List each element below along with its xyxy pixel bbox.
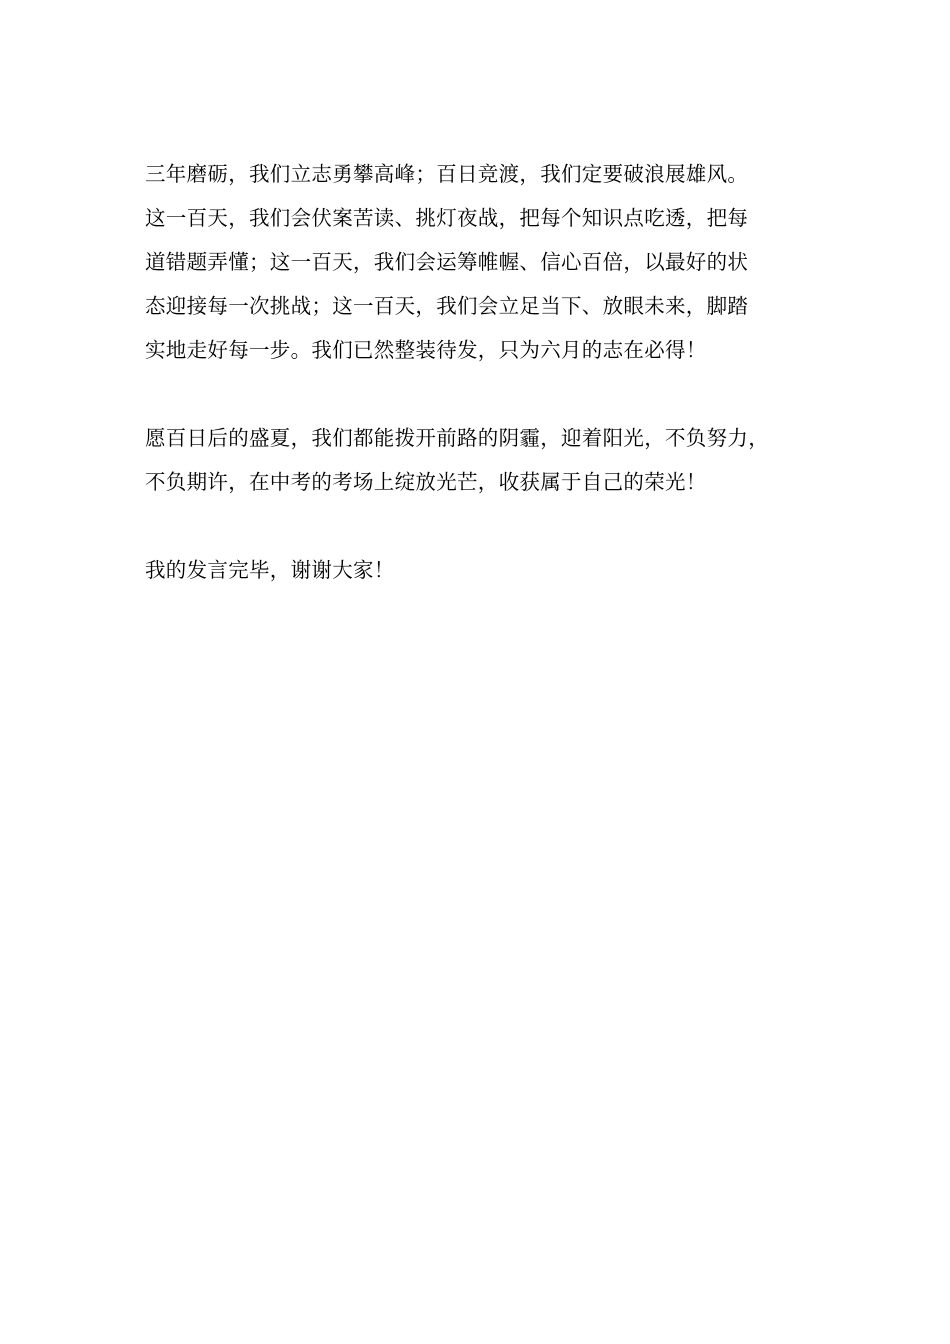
text-line: 我的发言完毕，谢谢大家！: [145, 558, 395, 582]
paragraph-determination: [145, 152, 825, 372]
text-line: 这一百天，我们会伏案苦读、挑灯夜战，把每个知识点吃透，把每: [145, 206, 749, 230]
text-line: 实地走好每一步。我们已然整装待发，只为六月的志在必得！: [145, 338, 707, 362]
paragraph-wishes: [145, 416, 825, 504]
speech-body: [145, 152, 825, 592]
paragraph-spacer: [145, 504, 825, 548]
text-line: 不负期许，在中考的考场上绽放光芒，收获属于自己的荣光！: [145, 470, 707, 494]
text-line: 道错题弄懂；这一百天，我们会运筹帷幄、信心百倍，以最好的状: [145, 250, 749, 274]
paragraph-spacer: [145, 372, 825, 416]
text-line: 三年磨砺，我们立志勇攀高峰；百日竞渡，我们定要破浪展雄风。: [145, 162, 749, 186]
text-line: 态迎接每一次挑战；这一百天，我们会立足当下、放眼未来，脚踏: [145, 294, 749, 318]
text-line: 愿百日后的盛夏，我们都能拨开前路的阴霾，迎着阳光，不负努力，: [145, 426, 769, 450]
paragraph-closing: [145, 548, 825, 592]
